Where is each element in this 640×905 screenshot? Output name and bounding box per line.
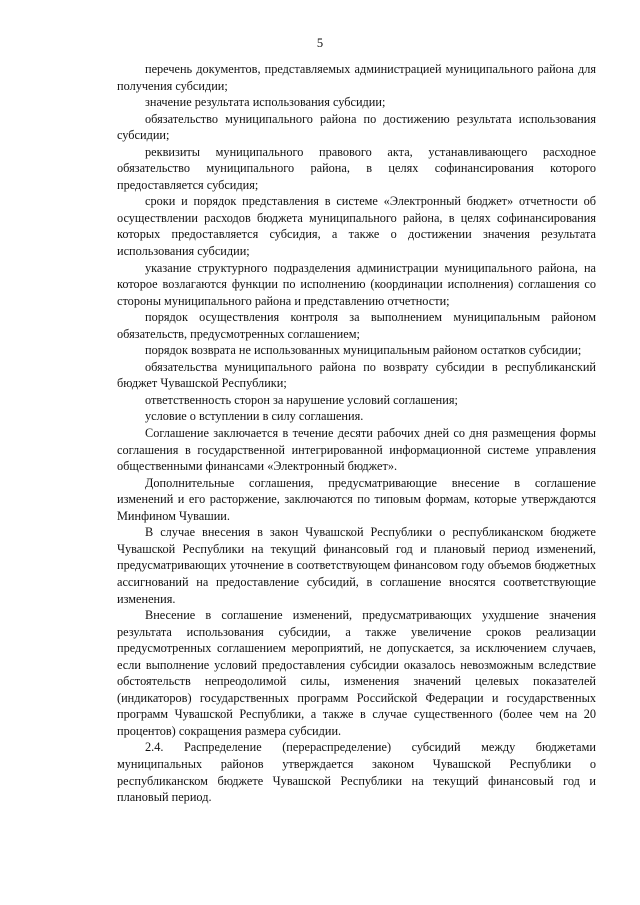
page-number: 5: [316, 36, 324, 50]
paragraph: ответственность сторон за нарушение условий соглашения;: [145, 392, 458, 407]
paragraph: Дополнительные соглашения, предусматривающие внесение в соглашение изменений и его расторжение, заключаются по типовым формам, которые утверждаются Минфином Чувашии.: [117, 475, 596, 523]
paragraph: перечень документов, представляемых администрацией муниципального района для получения субсидии;: [117, 62, 596, 93]
body-text: [117, 61, 596, 806]
paragraph: обязательства муниципального района по возврату субсидии в республиканский бюджет Чувашской Республики;: [117, 359, 596, 391]
paragraph: 2.4. Распределение (перераспределение) субсидий между бюджетами муниципальных районов утверждается законом Чувашской Республики о республиканском бюджете Чувашской Республики на текущий финансовый год и плановый период.: [117, 740, 596, 805]
paragraph: Соглашение заключается в течение десяти рабочих дней со дня размещения формы соглашения в государственной интегрированной информационной системе управления общественными финансами «Электронный бюджет».: [117, 426, 596, 474]
paragraph: указание структурного подразделения администрации муниципального района, на которое возлагаются функции по исполнению (координации исполнения) соглашения со стороны муниципального района и представлению отчетности;: [117, 260, 596, 308]
paragraph: значение результата использования субсидии;: [145, 95, 386, 110]
paragraph: условие о вступлении в силу соглашения.: [145, 409, 364, 424]
paragraph: порядок осуществления контроля за выполнением муниципальным районом обязательств, предусмотренных соглашением;: [117, 310, 596, 341]
paragraph: В случае внесения в закон Чувашской Республики о республиканском бюджете Чувашской Республики на текущий финансовый год и плановый период изменений, предусматривающих уточнение в соответствующем финансовом году объемов бюджетных ассигнований на предоставление субсидий, в соглашение вносятся соответствующие изменения.: [117, 525, 596, 606]
paragraph: сроки и порядок представления в системе «Электронный бюджет» отчетности об осуществлении расходов бюджета муниципального района, в целях софинансирования которых предоставляется субсидия, а также о достижении значения результата использования субсидии;: [117, 194, 596, 259]
paragraph: Внесение в соглашение изменений, предусматривающих ухудшение значения результата использования субсидии, а также увеличение сроков реализации предусмотренных соглашением мероприятий, не допускается, за исключением случаев, если выполнение условий предоставления субсидии оказалось невозможным вследствие обстоятельств непреодолимой силы, изменения значений целевых показателей (индикаторов) государственных программ Российской Федерации и государственных программ Чувашской Республики, а также в случае существенного (более чем на 20 процентов) сокращения размера субсидии.: [117, 608, 596, 738]
paragraph: реквизиты муниципального правового акта, устанавливающего расходное обязательство муниципального района, в целях софинансирования которого предоставляется субсидия;: [117, 144, 596, 192]
paragraph: порядок возврата не использованных муниципальным районом остатков субсидии;: [145, 343, 582, 358]
paragraph: обязательство муниципального района по достижению результата использования субсидии;: [117, 111, 596, 143]
